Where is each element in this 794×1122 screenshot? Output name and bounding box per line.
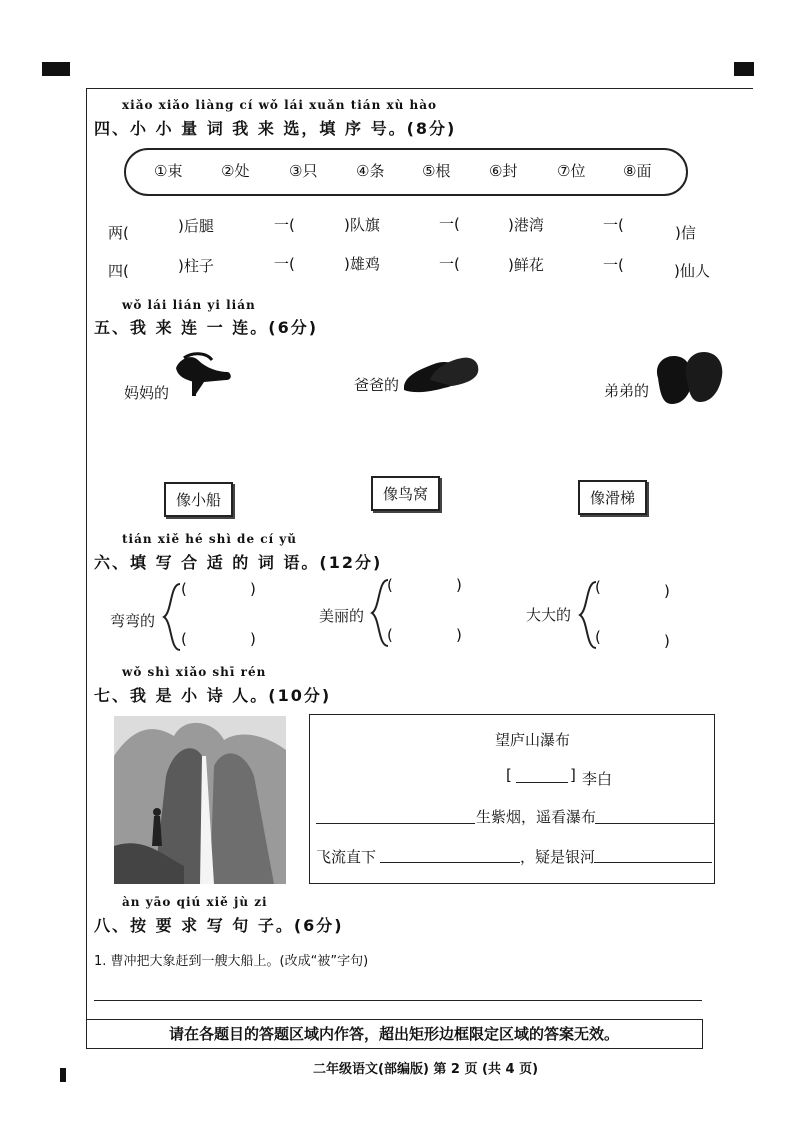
paren-close: ): [250, 580, 256, 598]
blank-suffix: )雄鸡: [344, 255, 380, 273]
paren-close: ): [664, 632, 670, 650]
paren-close: ): [250, 630, 256, 648]
paren-close: ): [664, 582, 670, 600]
blank-suffix: )鲜花: [508, 256, 544, 274]
blank-suffix: )信: [675, 224, 696, 242]
section7-pinyin: wǒ shì xiǎo shī rén: [122, 665, 267, 679]
section7-heading: 七、我 是 小 诗 人。(10分): [94, 686, 332, 705]
registration-mark-top-right: [734, 62, 754, 76]
blank-prefix: 两(: [108, 224, 129, 242]
section4-heading: 四、小 小 量 词 我 来 选，填 序 号。(8分): [94, 119, 457, 138]
paren-open: (: [595, 578, 601, 596]
poem-blank: [316, 823, 475, 824]
option-8: ⑧面: [623, 162, 652, 180]
waterfall-illustration: [114, 716, 286, 884]
blank-prefix: 一(: [603, 256, 624, 274]
option-4: ④条: [356, 162, 385, 180]
author-bracket-right: ]: [570, 766, 576, 784]
blank-suffix: )柱子: [178, 257, 214, 275]
left-brace-icon: [160, 582, 182, 652]
paren-open: (: [181, 580, 187, 598]
option-7: ⑦位: [557, 162, 586, 180]
poem-line2-start: 飞流直下: [316, 848, 377, 866]
registration-mark-bottom-left: [60, 1068, 66, 1082]
paren-open: (: [181, 630, 187, 648]
stem-curved: 弯弯的: [110, 612, 156, 630]
blank-suffix: )队旗: [344, 216, 380, 234]
section6-heading: 六、填 写 合 适 的 词 语。(12分): [94, 553, 383, 572]
stem-beautiful: 美丽的: [319, 607, 365, 625]
option-5: ⑤根: [422, 162, 451, 180]
paren-close: ): [456, 626, 462, 644]
poem-line1-mid: 生紫烟，遥看瀑布: [476, 808, 597, 826]
paren-close: ): [456, 576, 462, 594]
page-footer: 二年级语文(部编版) 第 2 页 (共 4 页): [313, 1062, 539, 1077]
choice-slide: 像滑梯: [578, 480, 647, 515]
blank-suffix: )港湾: [508, 216, 544, 234]
answer-line: [94, 1000, 702, 1001]
blank-suffix: )后腿: [178, 217, 214, 235]
blank-prefix: 一(: [274, 255, 295, 273]
author-bracket-left: [: [506, 766, 512, 784]
options-oval: [124, 148, 688, 196]
author-blank: [516, 782, 568, 783]
registration-mark-top-left: [42, 62, 70, 76]
section8-heading: 八、按 要 求 写 句 子。(6分): [94, 916, 344, 935]
owner-brother: 弟弟的: [604, 382, 650, 400]
poem-author: 李白: [582, 770, 613, 788]
section6-pinyin: tián xiě hé shì de cí yǔ: [122, 532, 298, 546]
paren-open: (: [387, 626, 393, 644]
choice-nest: 像鸟窝: [371, 476, 440, 511]
option-6: ⑥封: [489, 162, 518, 180]
stem-big: 大大的: [526, 606, 572, 624]
question-1: 1. 曹冲把大象赶到一艘大船上。(改成“被”字句): [94, 954, 369, 969]
poem-line2-mid: ，疑是银河: [520, 848, 596, 866]
option-2: ②处: [221, 162, 250, 180]
kids-shoes-icon: [652, 348, 726, 410]
mens-dress-shoes-icon: [400, 350, 482, 398]
section5-pinyin: wǒ lái lián yi lián: [122, 298, 256, 312]
blank-prefix: 四(: [108, 262, 129, 280]
blank-prefix: 一(: [439, 215, 460, 233]
option-3: ③只: [289, 162, 318, 180]
high-heel-shoe-icon: [166, 350, 236, 398]
poem-blank: [594, 862, 712, 863]
owner-dad: 爸爸的: [354, 376, 400, 394]
poem-blank: [380, 862, 520, 863]
paren-open: (: [387, 576, 393, 594]
poem-blank: [595, 823, 715, 824]
owner-mom: 妈妈的: [124, 384, 170, 402]
blank-suffix: )仙人: [674, 262, 710, 280]
blank-prefix: 一(: [603, 216, 624, 234]
paren-open: (: [595, 628, 601, 646]
answer-area-notice: 请在各题目的答题区域内作答，超出矩形边框限定区域的答案无效。: [86, 1019, 703, 1049]
section5-heading: 五、我 来 连 一 连。(6分): [94, 318, 319, 337]
blank-prefix: 一(: [439, 255, 460, 273]
poem-title: 望庐山瀑布: [495, 731, 571, 749]
blank-prefix: 一(: [274, 216, 295, 234]
option-1: ①束: [154, 162, 183, 180]
section8-pinyin: àn yāo qiú xiě jù zi: [122, 895, 268, 909]
choice-boat: 像小船: [164, 482, 233, 517]
section4-pinyin: xiǎo xiǎo liàng cí wǒ lái xuǎn tián xù hào: [122, 98, 438, 112]
